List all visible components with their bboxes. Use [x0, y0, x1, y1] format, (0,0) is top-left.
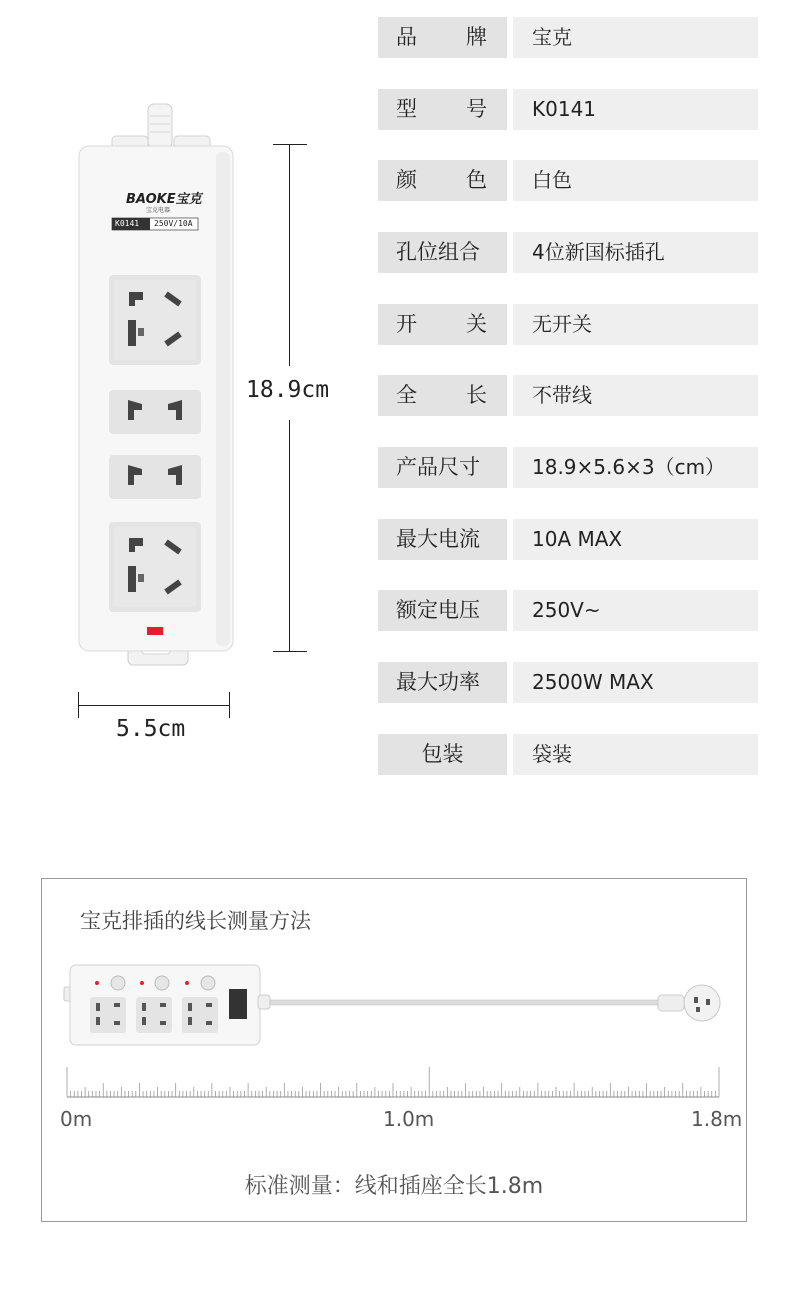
spec-label — [378, 447, 507, 488]
width-label: 5.5cm — [116, 716, 186, 742]
spec-label-text: 最大电流 — [396, 527, 480, 551]
height-bottom-tick — [273, 651, 307, 652]
spec-label-char: 号 — [466, 97, 487, 121]
measure-title: 宝克排插的线长测量方法 — [80, 909, 311, 933]
spec-label-char: 关 — [466, 312, 487, 336]
spec-label-text: 产品尺寸 — [396, 455, 480, 479]
ruler-end-label: 1.8m — [691, 1107, 743, 1131]
spec-value: 无开关 — [513, 304, 758, 345]
spec-label-char: 颜 — [396, 168, 417, 192]
spec-label-char: 型 — [396, 97, 417, 121]
measure-caption: 标准测量：线和插座全长1.8m — [244, 1174, 544, 1199]
spec-label — [378, 734, 507, 775]
ruler — [65, 1067, 721, 1107]
brand-logo-sub: 宝克电器 — [146, 207, 171, 214]
spec-label-text: 孔位组合 — [396, 240, 480, 264]
spec-label-char: 长 — [466, 383, 487, 407]
brand-logo-text: BAOKE宝克 — [126, 192, 202, 207]
spec-label — [378, 590, 507, 631]
spec-row — [378, 519, 758, 560]
spec-row — [378, 375, 758, 416]
model-tag: K0141 — [115, 219, 140, 228]
spec-row — [378, 590, 758, 631]
spec-label — [378, 89, 507, 130]
spec-label-text — [378, 375, 507, 416]
spec-label — [378, 160, 507, 201]
width-right-tick — [229, 692, 230, 718]
spec-label-text — [378, 304, 507, 345]
spec-label — [378, 304, 507, 345]
spec-row — [378, 662, 758, 703]
spec-label — [378, 17, 507, 58]
spec-label-char: 品 — [396, 25, 417, 49]
power-strip-drawing — [76, 100, 236, 675]
height-top-tick — [273, 144, 307, 145]
spec-value: 4位新国标插孔 — [513, 232, 758, 273]
spec-value: K0141 — [513, 89, 758, 130]
spec-label — [378, 519, 507, 560]
spec-value: 18.9×5.6×3（cm） — [513, 447, 758, 488]
width-line — [78, 705, 230, 706]
spec-label — [378, 232, 507, 273]
extension-cord-image — [62, 961, 752, 1051]
spec-value: 袋装 — [513, 734, 758, 775]
spec-label — [378, 662, 507, 703]
spec-value: 250V~ — [513, 590, 758, 631]
spec-value: 10A MAX — [513, 519, 758, 560]
spec-row — [378, 160, 758, 201]
spec-label-text: 额定电压 — [396, 598, 480, 622]
spec-label-text: 包装 — [421, 742, 464, 766]
spec-label-char: 牌 — [466, 25, 487, 49]
power-strip-image — [76, 100, 236, 675]
spec-label-char: 开 — [396, 312, 417, 336]
rating-tag: 250V/10A — [154, 219, 193, 228]
spec-row — [378, 17, 758, 58]
spec-label-char: 全 — [396, 383, 417, 407]
spec-label-text — [378, 160, 507, 201]
height-line-top — [289, 144, 290, 366]
spec-value: 白色 — [513, 160, 758, 201]
spec-row — [378, 447, 758, 488]
spec-label-char: 色 — [466, 168, 487, 192]
ruler-start-label: 0m — [60, 1107, 93, 1131]
spec-value: 不带线 — [513, 375, 758, 416]
cord-measure-panel — [41, 878, 747, 1222]
spec-row — [378, 734, 758, 775]
spec-value: 2500W MAX — [513, 662, 758, 703]
spec-value: 宝克 — [513, 17, 758, 58]
height-line-bottom — [289, 420, 290, 651]
spec-label-text: 最大功率 — [396, 670, 480, 694]
spec-label-text — [378, 17, 507, 58]
spec-label — [378, 375, 507, 416]
spec-row — [378, 89, 758, 130]
height-label: 18.9cm — [246, 377, 330, 403]
spec-label-text — [378, 89, 507, 130]
ruler-mid-label: 1.0m — [383, 1107, 435, 1131]
spec-row — [378, 232, 758, 273]
spec-row — [378, 304, 758, 345]
